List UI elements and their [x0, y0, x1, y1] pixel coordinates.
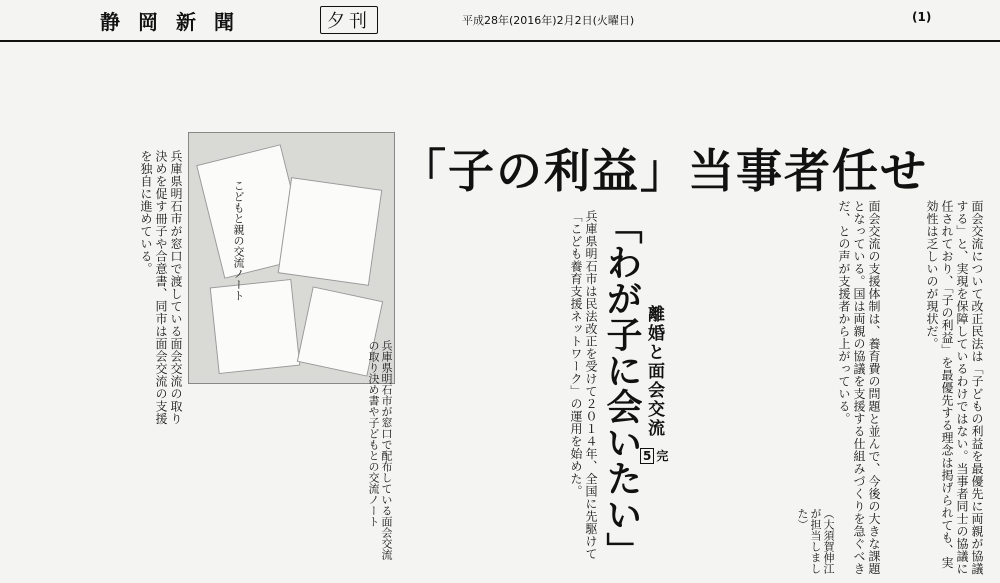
photo-booklet-title: こどもと親の交流ノート: [232, 180, 245, 301]
series-subtitle: 離婚と面会交流: [644, 305, 664, 438]
masthead-rule: [0, 40, 1000, 42]
page-number: (1): [912, 10, 932, 24]
series-title: 「わが子に会いたい」: [601, 208, 643, 568]
photo-sheet: [278, 177, 383, 286]
body-text-col1: 面会交流について改正民法は「子どもの利益を最優先に両親が協議する」と、実現を保障しているわけではない。当事者同士の協議に任されており、「子の利益」を最優先する理念は掲げられても、実効性は乏しいのが現状だ。: [925, 200, 984, 575]
series-badge: [640, 447, 668, 464]
edition-badge: 夕刊: [320, 6, 378, 34]
photo-caption: 兵庫県明石市が窓口で配布している面会交流の取り決め書や子どもとの交流ノート: [367, 340, 393, 560]
article-headline: 「子の利益」当事者任せ: [400, 144, 928, 198]
series-number: 5: [640, 448, 654, 464]
masthead: [0, 0, 1000, 40]
body-text-col3: 兵庫県明石市は民法改正を受けて２０１４年、全国に先駆けて「こども養育支援ネットワーク」の運用を始めた。: [569, 210, 598, 560]
issue-date: 平成28年(2016年)2月2日(火曜日): [462, 14, 635, 27]
byline: （大須賀伸江が担当しました）: [796, 508, 835, 574]
photo-sheet: [210, 279, 301, 374]
newspaper-name: 静岡新聞: [100, 10, 252, 34]
series-status: 完: [656, 449, 669, 463]
body-text-col4: 兵庫県明石市が窓口で渡している面会交流の取り決めを促す冊子や合意書、同市は面会交流の支援を独自に進めている。: [139, 150, 183, 425]
body-text-col2: 面会交流の支援体制は、養育費の問題と並んで、今後の大きな課題となっている。国は両親の協議を支援する仕組みづくりを急ぐべきだ、との声が支援者から上がっている。: [837, 200, 881, 575]
